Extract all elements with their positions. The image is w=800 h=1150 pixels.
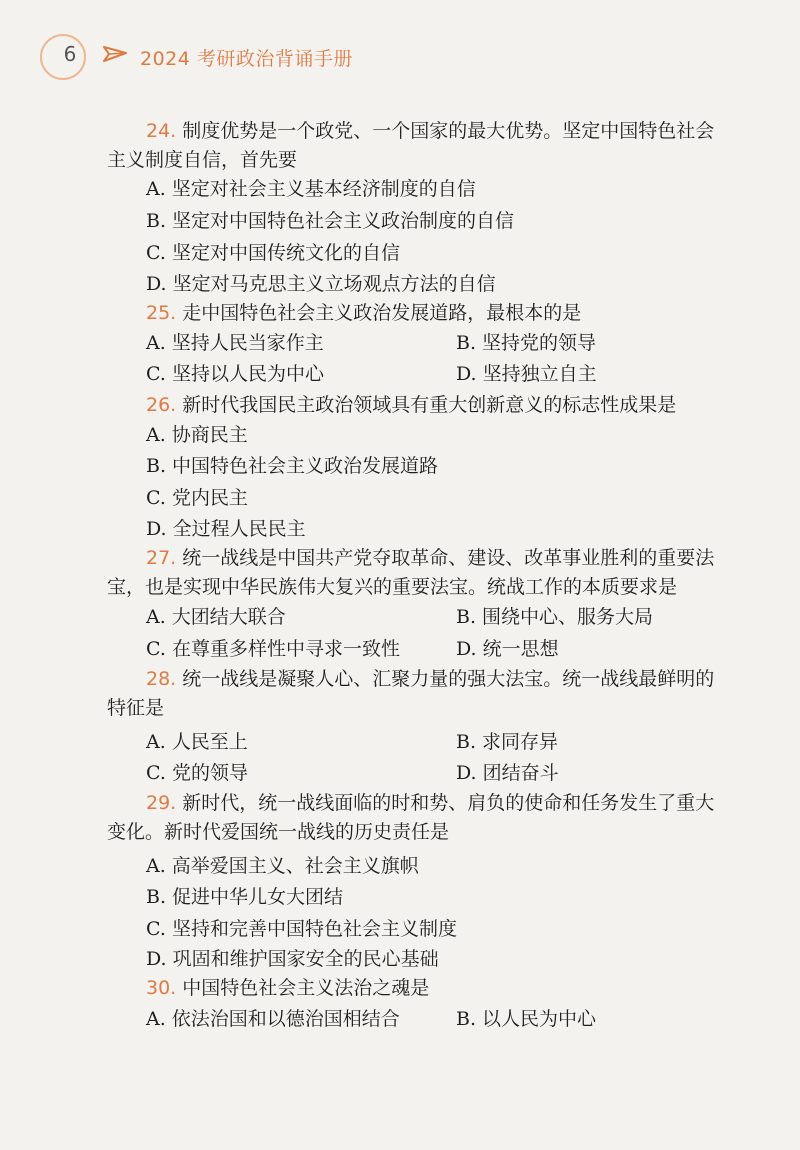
question-text: 走中国特色社会主义政治发展道路，最根本的是 xyxy=(182,302,582,324)
answer-option: B. 中国特色社会主义政治发展道路 xyxy=(146,455,439,477)
answer-option: B. 以人民为中心 xyxy=(456,1008,597,1030)
question-stem xyxy=(107,695,164,721)
page-number: 6 xyxy=(63,42,77,66)
question-stem xyxy=(146,300,581,326)
paper-plane-icon xyxy=(102,44,128,64)
question-stem xyxy=(146,118,714,144)
question-stem xyxy=(146,790,714,816)
answer-option: A. 坚定对社会主义基本经济制度的自信 xyxy=(146,178,476,200)
question-stem xyxy=(146,666,714,692)
answer-option: B. 求同存异 xyxy=(456,731,559,753)
question-stem xyxy=(107,147,297,173)
answer-option: D. 坚持独立自主 xyxy=(456,363,597,385)
question-number: 29. xyxy=(146,792,177,814)
question-text: 特征是 xyxy=(107,697,165,719)
answer-option: D. 巩固和维护国家安全的民心基础 xyxy=(146,948,439,970)
answer-option: C. 坚持和完善中国特色社会主义制度 xyxy=(146,918,457,940)
question-stem xyxy=(146,392,676,418)
book-title: 2024 考研政治背诵手册 xyxy=(140,48,353,70)
answer-option: C. 坚定对中国传统文化的自信 xyxy=(146,242,400,264)
answer-option: B. 围绕中心、服务大局 xyxy=(456,606,654,628)
question-number: 30. xyxy=(146,977,177,999)
question-text: 统一战线是中国共产党夺取革命、建设、改革事业胜利的重要法 xyxy=(182,547,715,569)
question-text: 中国特色社会主义法治之魂是 xyxy=(182,977,430,999)
answer-option: C. 坚持以人民为中心 xyxy=(146,363,324,385)
question-text: 制度优势是一个政党、一个国家的最大优势。坚定中国特色社会 xyxy=(182,120,715,142)
answer-option: A. 协商民主 xyxy=(146,424,248,446)
answer-option: C. 党的领导 xyxy=(146,762,248,784)
answer-option: C. 党内民主 xyxy=(146,487,248,509)
answer-option: A. 人民至上 xyxy=(146,731,248,753)
answer-option: B. 坚定对中国特色社会主义政治制度的自信 xyxy=(146,210,515,232)
answer-option: A. 坚持人民当家作主 xyxy=(146,332,324,354)
answer-option: A. 大团结大联合 xyxy=(146,606,286,628)
question-text: 新时代我国民主政治领域具有重大创新意义的标志性成果是 xyxy=(182,394,677,416)
answer-option: D. 全过程人民民主 xyxy=(146,518,306,540)
answer-option: D. 团结奋斗 xyxy=(456,762,559,784)
question-number: 24. xyxy=(146,120,177,142)
answer-option: A. 依法治国和以德治国相结合 xyxy=(146,1008,400,1030)
question-stem xyxy=(107,574,677,600)
question-number: 26. xyxy=(146,394,177,416)
question-number: 27. xyxy=(146,547,177,569)
question-number: 25. xyxy=(146,302,177,324)
answer-option: D. 坚定对马克思主义立场观点方法的自信 xyxy=(146,273,496,295)
question-stem xyxy=(107,819,449,845)
question-text: 主义制度自信，首先要 xyxy=(107,149,298,171)
question-text: 统一战线是凝聚人心、汇聚力量的强大法宝。统一战线最鲜明的 xyxy=(182,668,715,690)
answer-option: B. 促进中华儿女大团结 xyxy=(146,886,344,908)
answer-option: D. 统一思想 xyxy=(456,638,559,660)
question-text: 新时代，统一战线面临的时和势、肩负的使命和任务发生了重大 xyxy=(182,792,715,814)
question-stem xyxy=(146,545,714,571)
question-text: 变化。新时代爱国统一战线的历史责任是 xyxy=(107,821,450,843)
answer-option: B. 坚持党的领导 xyxy=(456,332,597,354)
question-stem xyxy=(146,975,429,1001)
answer-option: A. 高举爱国主义、社会主义旗帜 xyxy=(146,855,419,877)
answer-option: C. 在尊重多样性中寻求一致性 xyxy=(146,638,400,660)
question-text: 宝，也是实现中华民族伟大复兴的重要法宝。统战工作的本质要求是 xyxy=(107,576,678,598)
question-number: 28. xyxy=(146,668,177,690)
